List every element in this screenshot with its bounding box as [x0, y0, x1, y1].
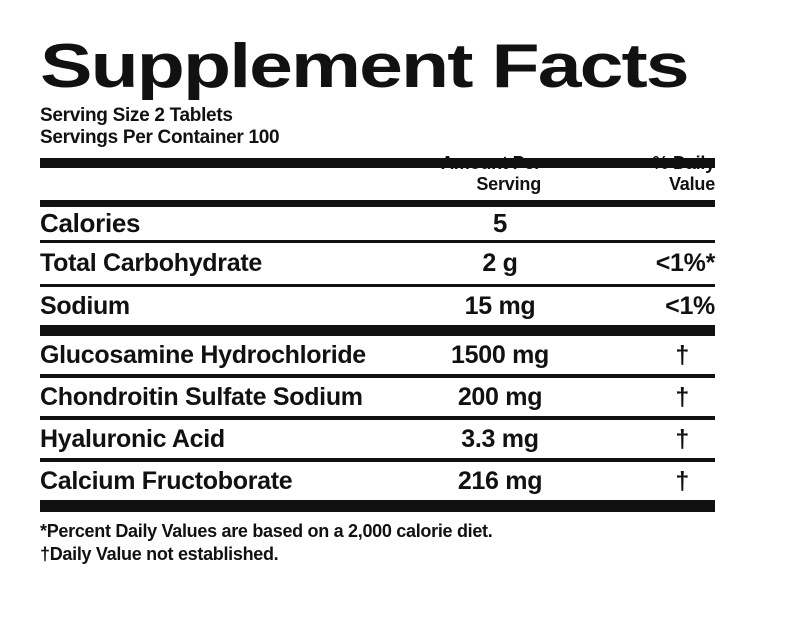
ingredient-amount: 216 mg — [457, 466, 543, 495]
table-row — [40, 378, 715, 416]
ingredient-daily-value: † — [675, 466, 689, 495]
nutrient-daily-value: <1% — [665, 291, 715, 320]
serving-size-text: Serving Size 2 Tablets — [40, 105, 233, 126]
nutrient-name: Calories — [40, 208, 141, 238]
divider-bottom-thick — [40, 500, 715, 512]
divider-section-thick — [40, 325, 715, 336]
ingredient-daily-value: † — [675, 340, 689, 369]
table-row — [40, 462, 715, 500]
divider-header-bottom — [40, 200, 715, 207]
nutrient-amount: 15 mg — [464, 291, 536, 320]
nutrient-name: Sodium — [40, 291, 130, 320]
servings-per-container-text: Servings Per Container 100 — [40, 127, 280, 148]
footnote-daily-value: *Percent Daily Values are based on a 2,000 calorie diet. — [40, 521, 493, 541]
footnote-not-established: †Daily Value not established. — [40, 544, 279, 564]
nutrient-amount: 5 — [492, 208, 508, 238]
ingredient-name: Chondroitin Sulfate Sodium — [40, 382, 363, 411]
table-row — [40, 207, 715, 240]
ingredient-amount: 3.3 mg — [461, 424, 539, 453]
ingredient-name: Calcium Fructoborate — [40, 466, 293, 495]
supplement-facts-label — [40, 32, 715, 566]
nutrient-name: Total Carbohydrate — [40, 249, 262, 277]
ingredient-daily-value: † — [675, 382, 689, 411]
label-title: Supplement Facts — [40, 32, 688, 101]
nutrient-daily-value: <1%* — [655, 249, 715, 277]
table-header-row — [40, 153, 715, 200]
table-row — [40, 287, 715, 325]
footnotes — [40, 520, 715, 566]
ingredient-amount: 1500 mg — [451, 340, 549, 369]
table-row — [40, 420, 715, 458]
ingredient-amount: 200 mg — [457, 382, 543, 411]
header-daily-value: % Daily Value — [652, 153, 715, 194]
ingredient-section — [40, 336, 715, 500]
ingredient-daily-value: † — [675, 424, 689, 453]
ingredient-name: Glucosamine Hydrochloride — [40, 340, 366, 369]
nutrient-section — [40, 207, 715, 325]
table-row — [40, 243, 715, 284]
nutrient-amount: 2 g — [482, 249, 518, 277]
header-amount-per-serving: Amount Per Serving — [440, 153, 541, 194]
serving-info — [40, 105, 715, 149]
ingredient-name: Hyaluronic Acid — [40, 424, 225, 453]
table-row — [40, 336, 715, 374]
